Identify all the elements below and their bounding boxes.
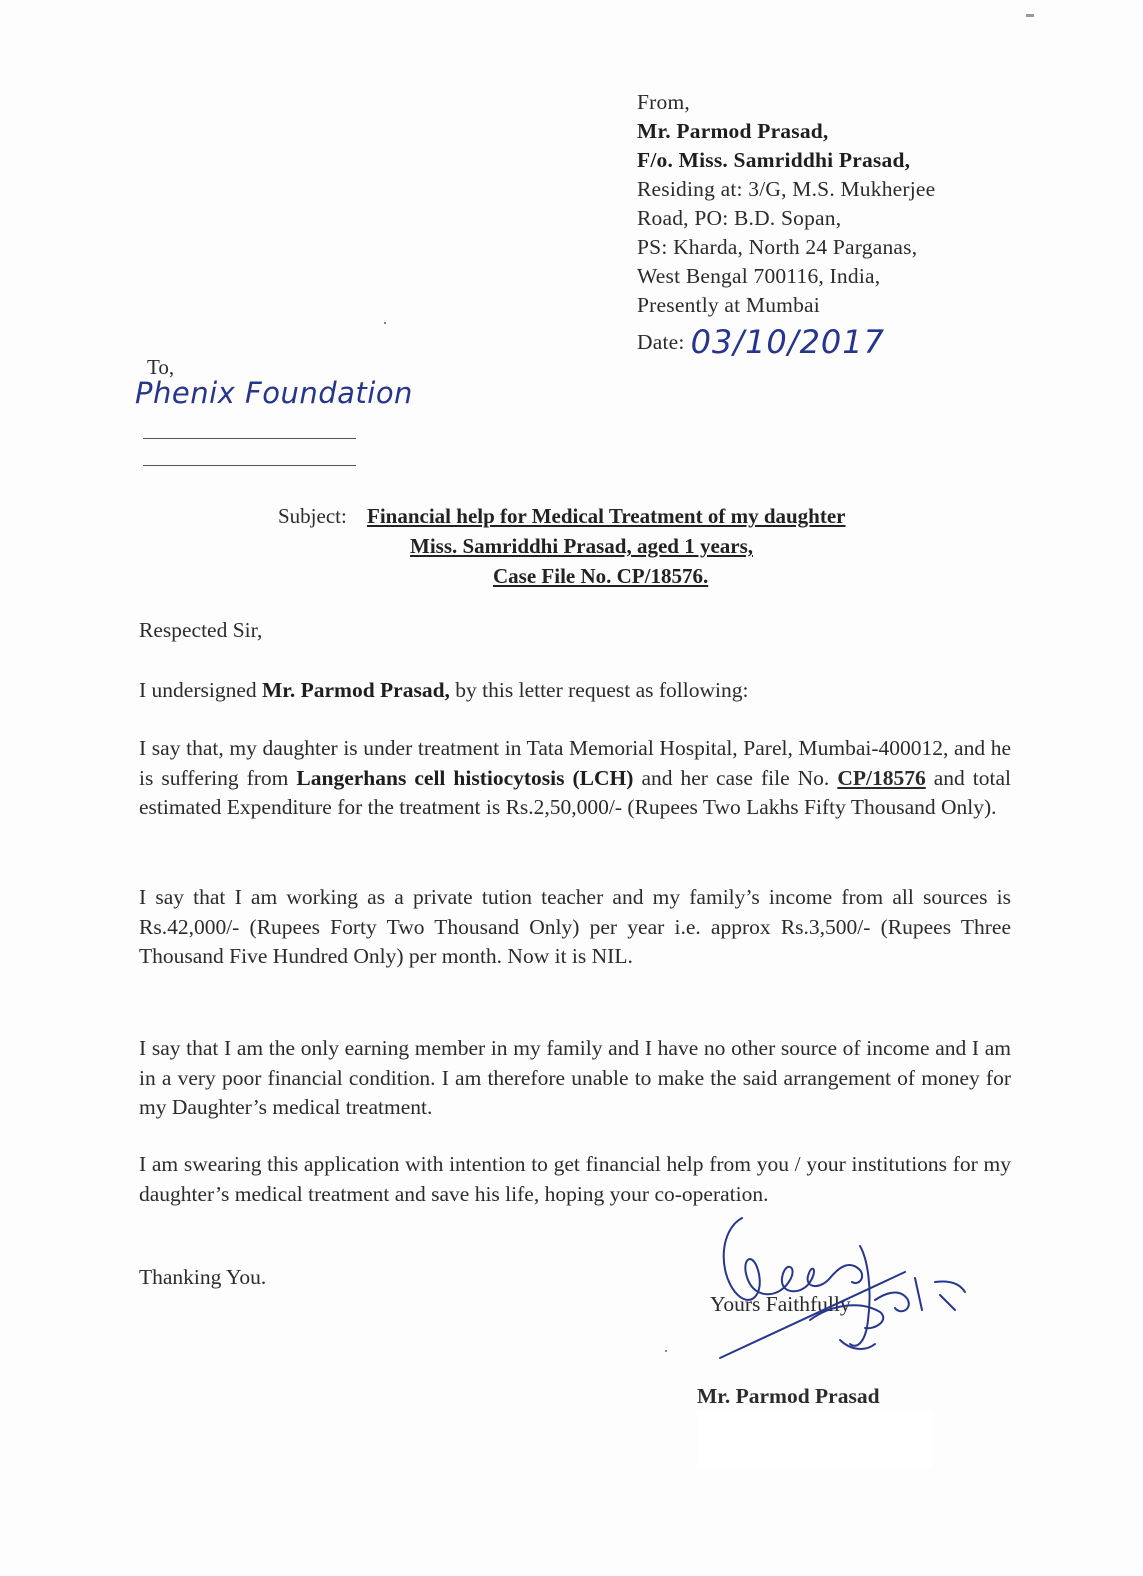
address-line: Residing at: 3/G, M.S. Mukherjee [637,177,936,201]
scan-speck [384,322,386,324]
para-text: and her case file No. [633,765,838,790]
intro-name: Mr. Parmod Prasad, [262,678,450,702]
income-paragraph: I say that I am working as a private tution teacher and my family’s income from all sources is Rs.42,000/- (Rupees Forty Two Thousand Only) per year i.e. approx Rs.3,500/- (Rupees Three Thousand Five Hundred Only) per month. Now it is NIL. [139,885,1011,968]
salutation: Respected Sir, [139,618,263,642]
address-line: PS: Kharda, North 24 Parganas, [637,235,918,259]
date-label: Date: [637,330,685,354]
address-line: West Bengal 700116, India, [637,264,881,288]
closing-line: Yours Faithfully [710,1292,851,1316]
subject-label: Subject: [278,504,347,528]
sender-relation: F/o. Miss. Samriddhi Prasad, [637,148,911,172]
subject-line: Financial help for Medical Treatment of my daughter [367,504,846,528]
redaction-box [697,1410,932,1468]
disease-name: Langerhans cell histiocytosis (LCH) [296,765,634,790]
sender-name: Mr. Parmod Prasad, [637,119,829,143]
to-label: To, [147,355,175,379]
handwritten-recipient: Phenix Foundation [135,376,413,410]
request-paragraph: I am swearing this application with intention to get financial help from you / your institutions for my daughter’s medical treatment and save his life, hoping your co-operation. [139,1152,1011,1206]
treatment-paragraph [139,734,1011,823]
handwritten-date: 03/10/2017 [690,323,885,361]
date-row [637,323,935,361]
intro-paragraph [139,676,1011,706]
subject-line: Case File No. CP/18576. [493,564,709,588]
financial-condition-paragraph: I say that I am the only earning member in my family and I have no other source of income and I am in a very poor financial condition. I am therefore unable to make the said arrangement of money for my Daughter’s medical treatment. [139,1036,1011,1119]
address-line: Road, PO: B.D. Sopan, [637,206,842,230]
para-text: I say that, my daughter is under treatment in Tata Memorial Hospital, Parel, Mumbai-400012, and he is suffering from [139,736,1011,790]
address-line: Presently at Mumbai [637,293,820,317]
intro-text: I undersigned [139,678,262,702]
blank-address-line [143,465,356,466]
sender-block [637,88,936,361]
scan-speck [665,1350,667,1352]
thanking-line: Thanking You. [139,1265,267,1289]
case-number: CP/18576 [837,765,926,790]
handwritten-signature [690,1200,990,1400]
para-text: and total estimated Expenditure for the treatment is Rs.2,50,000/- (Rupees Two Lakhs Fifty Thousand Only). [139,765,1012,819]
intro-text: by this letter request as following: [449,678,749,702]
subject-line: Miss. Samriddhi Prasad, aged 1 years, [410,534,754,558]
from-heading: From, [637,90,690,114]
scan-speck [1026,14,1034,17]
signatory-name: Mr. Parmod Prasad [697,1384,880,1408]
blank-address-line [143,438,356,439]
